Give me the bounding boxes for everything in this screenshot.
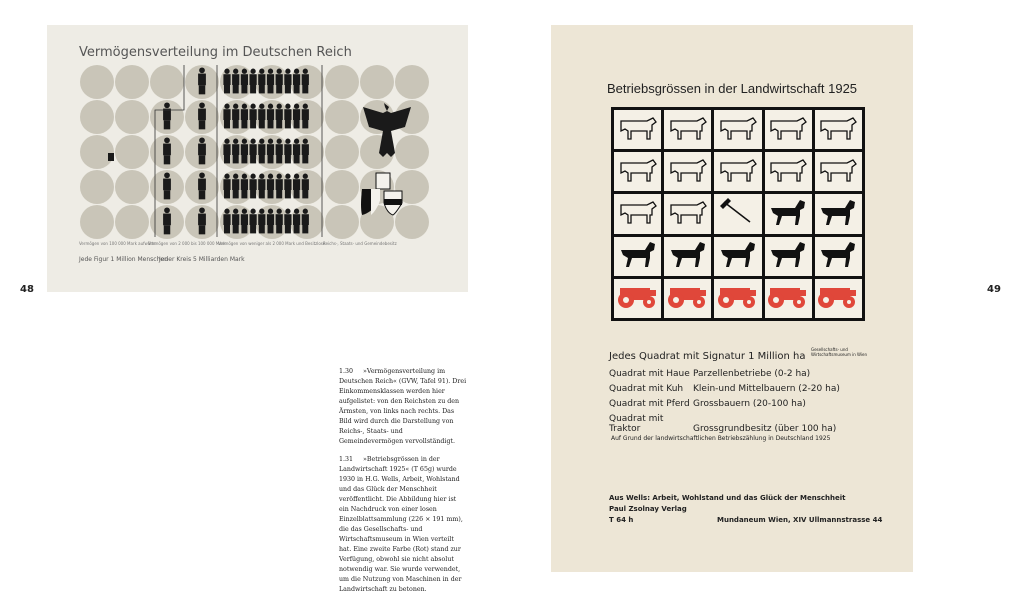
wealth-distribution-poster [47, 25, 468, 292]
grid-cell [815, 110, 862, 149]
wealth-circle [150, 65, 184, 99]
small-figure [108, 153, 114, 161]
wealth-circle [325, 100, 359, 134]
column-label: Vermögen von 100 000 Mark aufwärts [79, 241, 156, 246]
farm-size-poster [551, 25, 913, 572]
grid-cell [664, 110, 711, 149]
wealth-circle [115, 135, 149, 169]
page-number-left: 48 [20, 284, 34, 295]
wealth-circle [80, 205, 114, 239]
grid-cell [714, 194, 761, 233]
grid-cell [714, 279, 761, 318]
legend-figure: Jede Figur 1 Million Menschen [79, 256, 168, 263]
tractor-icon [616, 282, 660, 314]
wealth-circle [395, 65, 429, 99]
horse-icon [817, 198, 859, 230]
signature-note: Jedes Quadrat mit Signatur 1 Million ha [609, 351, 806, 362]
grid-cell [815, 194, 862, 233]
cow-icon [667, 199, 709, 229]
column-label: Reichs-, Staats- und Gemeindebesitz [323, 241, 397, 246]
pictogram-grid [47, 25, 468, 292]
key-row: Quadrat mit Haue Parzellenbetriebe (0-2 ha) [609, 369, 811, 379]
grid-cell [765, 110, 812, 149]
key-row: Quadrat mit Traktor Grossgrundbesitz (über 100 ha) [609, 414, 837, 434]
tractor-icon [666, 282, 710, 314]
address: Mundaneum Wien, XIV Ullmannstrasse 44 [717, 516, 883, 524]
poster-title: Betriebsgrössen in der Landwirtschaft 1925 [607, 81, 858, 96]
grid-cell [614, 152, 661, 191]
grid-cell [614, 279, 661, 318]
wealth-circle [325, 205, 359, 239]
hoe-icon [718, 198, 758, 230]
cow-icon [717, 157, 759, 187]
caption-item: 1.30 »Vermögensverteilung im Deutschen Reich« (GVW, Tafel 91). Drei Einkommensklassen werden hier aufgelistet: von den Reichsten zu den Ärmsten, von links nach rechts. Das Bild wird durch die Darstellung von Reichs-, Staats- und Gemeindevermögen vervollständigt. [339, 368, 467, 445]
poster-code: T 64 h [609, 516, 634, 524]
caption-item: 1.31 »Betriebsgrössen in der Landwirtschaft 1925« (T 65g) wurde 1930 in H.G. Wells, Arbeit, Wohlstand und das Glück der Menschheit veröffentlicht. Die Abbildung hier ist ein Nachdruck von einer losen Einzelblattsammlung (226 × 191 mm), die das Gesellschafts- und Wirtschaftsmuseum in Wien verteilt hat. Eine zweite Farbe (Rot) stand zur Verfügung, obwohl sie nicht absolut notwendig war. Sie wurde verwendet, um die Nutzung von Maschinen in der Landwirtschaft zu betonen. [339, 456, 463, 593]
wealth-circle [325, 170, 359, 204]
horse-icon [717, 240, 759, 272]
grid-cell [714, 152, 761, 191]
grid-cell [765, 279, 812, 318]
wealth-circle [395, 205, 429, 239]
cow-icon [667, 115, 709, 145]
poster-title: Vermögensverteilung im Deutschen Reich [79, 45, 352, 60]
wealth-circle [80, 170, 114, 204]
grid-cell [614, 110, 661, 149]
cow-icon [767, 115, 809, 145]
column-label: Vermögen von weniger als 2 000 Mark und Besitzlose [218, 241, 326, 246]
horse-icon [767, 240, 809, 272]
wealth-circle [115, 65, 149, 99]
grid-cell [765, 194, 812, 233]
grid-cell [714, 110, 761, 149]
publication: Aus Wells: Arbeit, Wohlstand und das Glück der Menschheit [609, 494, 846, 502]
grid-cell [664, 152, 711, 191]
horse-icon [817, 240, 859, 272]
museum-credit: Gesellschafts- und Wirtschaftsmuseum in Wien [811, 347, 868, 357]
source-note: Auf Grund der landwirtschaftlichen Betriebszählung in Deutschland 1925 [611, 435, 831, 442]
tractor-icon [816, 282, 860, 314]
grid-cell [815, 279, 862, 318]
publisher: Paul Zsolnay Verlag [609, 505, 687, 513]
grid-cell [614, 194, 661, 233]
grid-cell [765, 237, 812, 276]
wealth-circle [360, 65, 394, 99]
tractor-icon [716, 282, 760, 314]
wealth-circle [325, 135, 359, 169]
grid-cell [664, 237, 711, 276]
grid-cell [765, 152, 812, 191]
grid-cell [815, 237, 862, 276]
wealth-circle [395, 135, 429, 169]
horse-icon [767, 198, 809, 230]
page-number-right: 49 [987, 284, 1001, 295]
cow-icon [817, 157, 859, 187]
key-row: Quadrat mit Kuh Klein-und Mittelbauern (2-20 ha) [609, 384, 840, 394]
column-label: Vermögen von 2 000 bis 100 000 Mark [148, 241, 226, 246]
horse-icon [667, 240, 709, 272]
cow-icon [617, 199, 659, 229]
cow-icon [667, 157, 709, 187]
wealth-circle [115, 205, 149, 239]
wealth-circle [80, 65, 114, 99]
cow-icon [617, 115, 659, 145]
grid-cell [664, 279, 711, 318]
cow-icon [717, 115, 759, 145]
wealth-circle [115, 170, 149, 204]
key-row: Quadrat mit Pferd Grossbauern (20-100 ha) [609, 399, 806, 409]
horse-icon [617, 240, 659, 272]
cow-icon [817, 115, 859, 145]
caption-text [339, 367, 467, 603]
wealth-circle [325, 65, 359, 99]
grid-cell [664, 194, 711, 233]
wealth-circle [80, 135, 114, 169]
symbol-grid [611, 107, 865, 321]
tractor-icon [766, 282, 810, 314]
legend-circle: Jeder Kreis 5 Milliarden Mark [159, 256, 245, 263]
grid-cell [815, 152, 862, 191]
grid-cell [614, 237, 661, 276]
wealth-circle [80, 100, 114, 134]
wealth-circle [115, 100, 149, 134]
cow-icon [767, 157, 809, 187]
cow-icon [617, 157, 659, 187]
grid-cell [714, 237, 761, 276]
